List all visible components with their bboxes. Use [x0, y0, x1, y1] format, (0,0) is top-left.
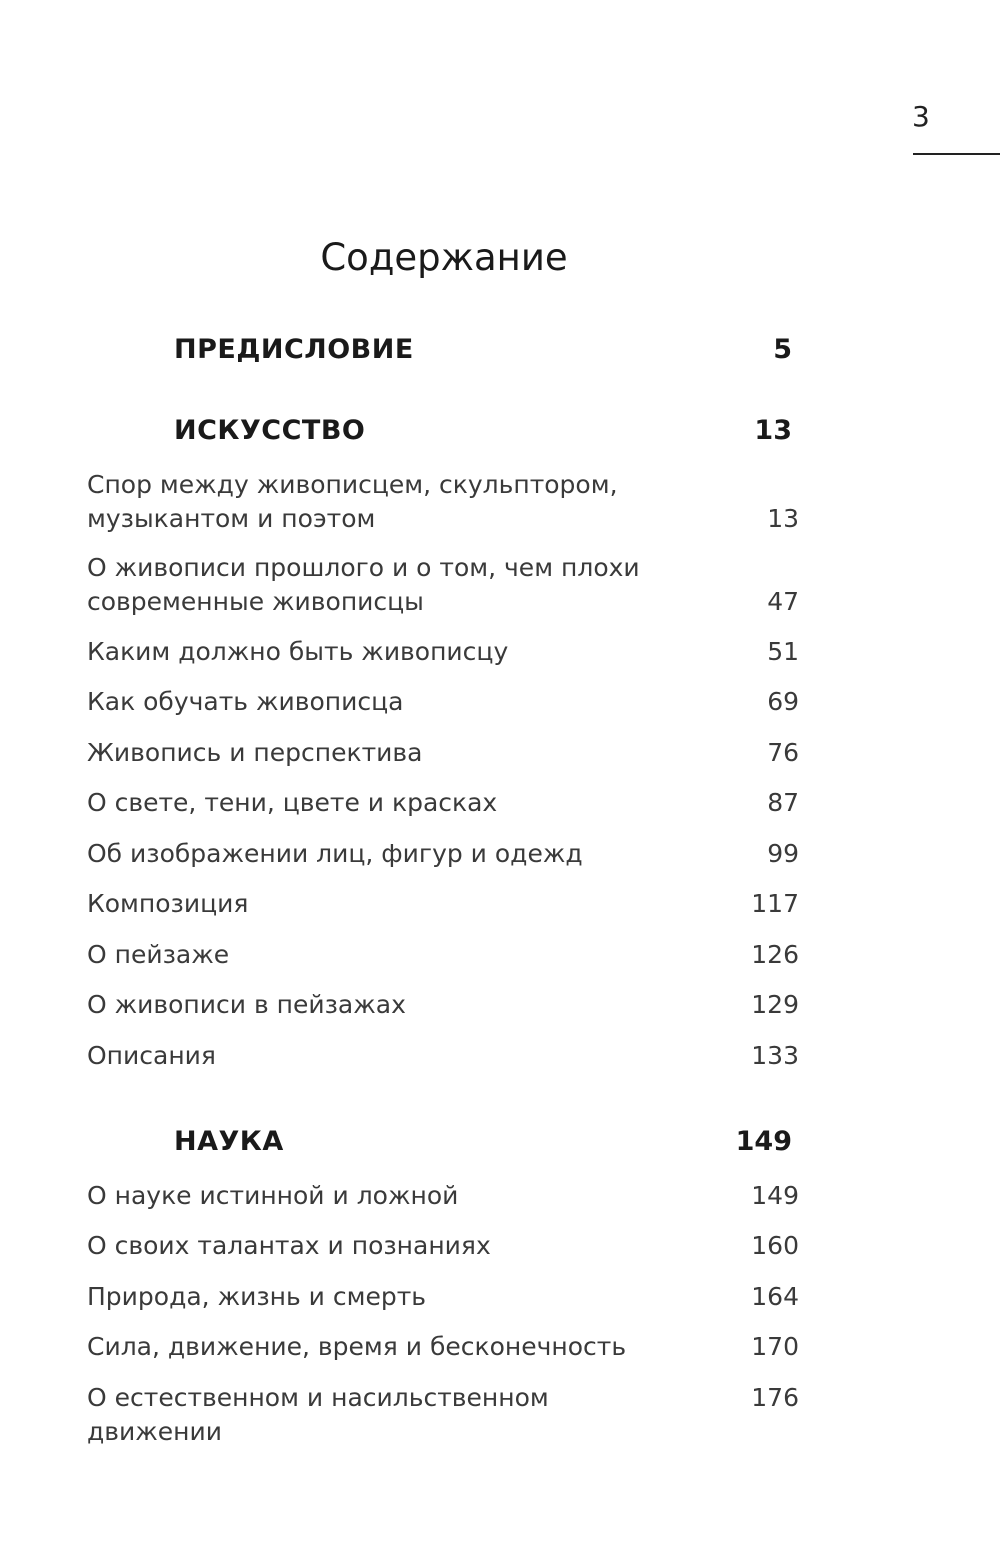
page-number-rule	[913, 153, 1000, 155]
toc-entry-title-line: современные живописцы	[87, 587, 424, 616]
toc-entry[interactable]: О живописи в пейзажах	[87, 990, 406, 1019]
toc-entry-page: 160	[751, 1231, 799, 1260]
toc-entry-page: 176	[751, 1383, 799, 1412]
toc-entry[interactable]: Каким должно быть живописцу	[87, 637, 509, 666]
toc-entry-page: 47	[767, 587, 799, 616]
toc-entry[interactable]: Живопись и перспектива	[87, 738, 423, 767]
toc-entry-page: 13	[767, 504, 799, 533]
toc-section-art-page: 13	[754, 415, 792, 446]
page-number: 3	[912, 100, 930, 133]
toc-section-science[interactable]: НАУКА	[174, 1126, 284, 1157]
toc-entry[interactable]: О естественном и насильственном движении	[87, 1383, 549, 1446]
toc-entry[interactable]: Описания	[87, 1041, 216, 1070]
toc-entry-page: 133	[751, 1041, 799, 1070]
toc-entry[interactable]: О пейзаже	[87, 940, 230, 969]
toc-entry-page: 117	[751, 889, 799, 918]
toc-entry[interactable]: Композиция	[87, 889, 249, 918]
toc-entry[interactable]	[87, 468, 687, 536]
toc-section-preface[interactable]: ПРЕДИСЛОВИЕ	[174, 334, 414, 365]
toc-entry-page: 69	[767, 687, 799, 716]
toc-entry-page: 170	[751, 1332, 799, 1361]
toc-entry[interactable]: Как обучать живописца	[87, 687, 404, 716]
toc-entry-page: 51	[767, 637, 799, 666]
toc-entry[interactable]: О свете, тени, цвете и красках	[87, 788, 498, 817]
toc-entry[interactable]: О своих талантах и познаниях	[87, 1231, 491, 1260]
toc-entry[interactable]: О науке истинной и ложной	[87, 1181, 459, 1210]
toc-entry-page: 87	[767, 788, 799, 817]
toc-entry-page: 126	[751, 940, 799, 969]
toc-entry-page: 129	[751, 990, 799, 1019]
toc-entry-title-line: музыкантом и поэтом	[87, 504, 376, 533]
toc-section-art[interactable]: ИСКУССТВО	[174, 415, 366, 446]
toc-entry[interactable]: Об изображении лиц, фигур и одежд	[87, 839, 583, 868]
toc-entry-page: 76	[767, 738, 799, 767]
toc-entry-title-line: Спор между живописцем, скульптором,	[87, 470, 618, 499]
toc-section-science-page: 149	[735, 1126, 792, 1157]
toc-entry-title-line: О живописи прошлого и о том, чем плохи	[87, 553, 640, 582]
toc-entry[interactable]: Природа, жизнь и смерть	[87, 1282, 427, 1311]
toc-entry[interactable]: Сила, движение, время и бесконечность	[87, 1332, 627, 1361]
page-title: Содержание	[320, 236, 568, 279]
toc-entry-page: 99	[767, 839, 799, 868]
toc-entry-page: 149	[751, 1181, 799, 1210]
toc-entry-page: 164	[751, 1282, 799, 1311]
toc-entry[interactable]	[87, 551, 687, 619]
toc-section-preface-page: 5	[773, 334, 792, 365]
